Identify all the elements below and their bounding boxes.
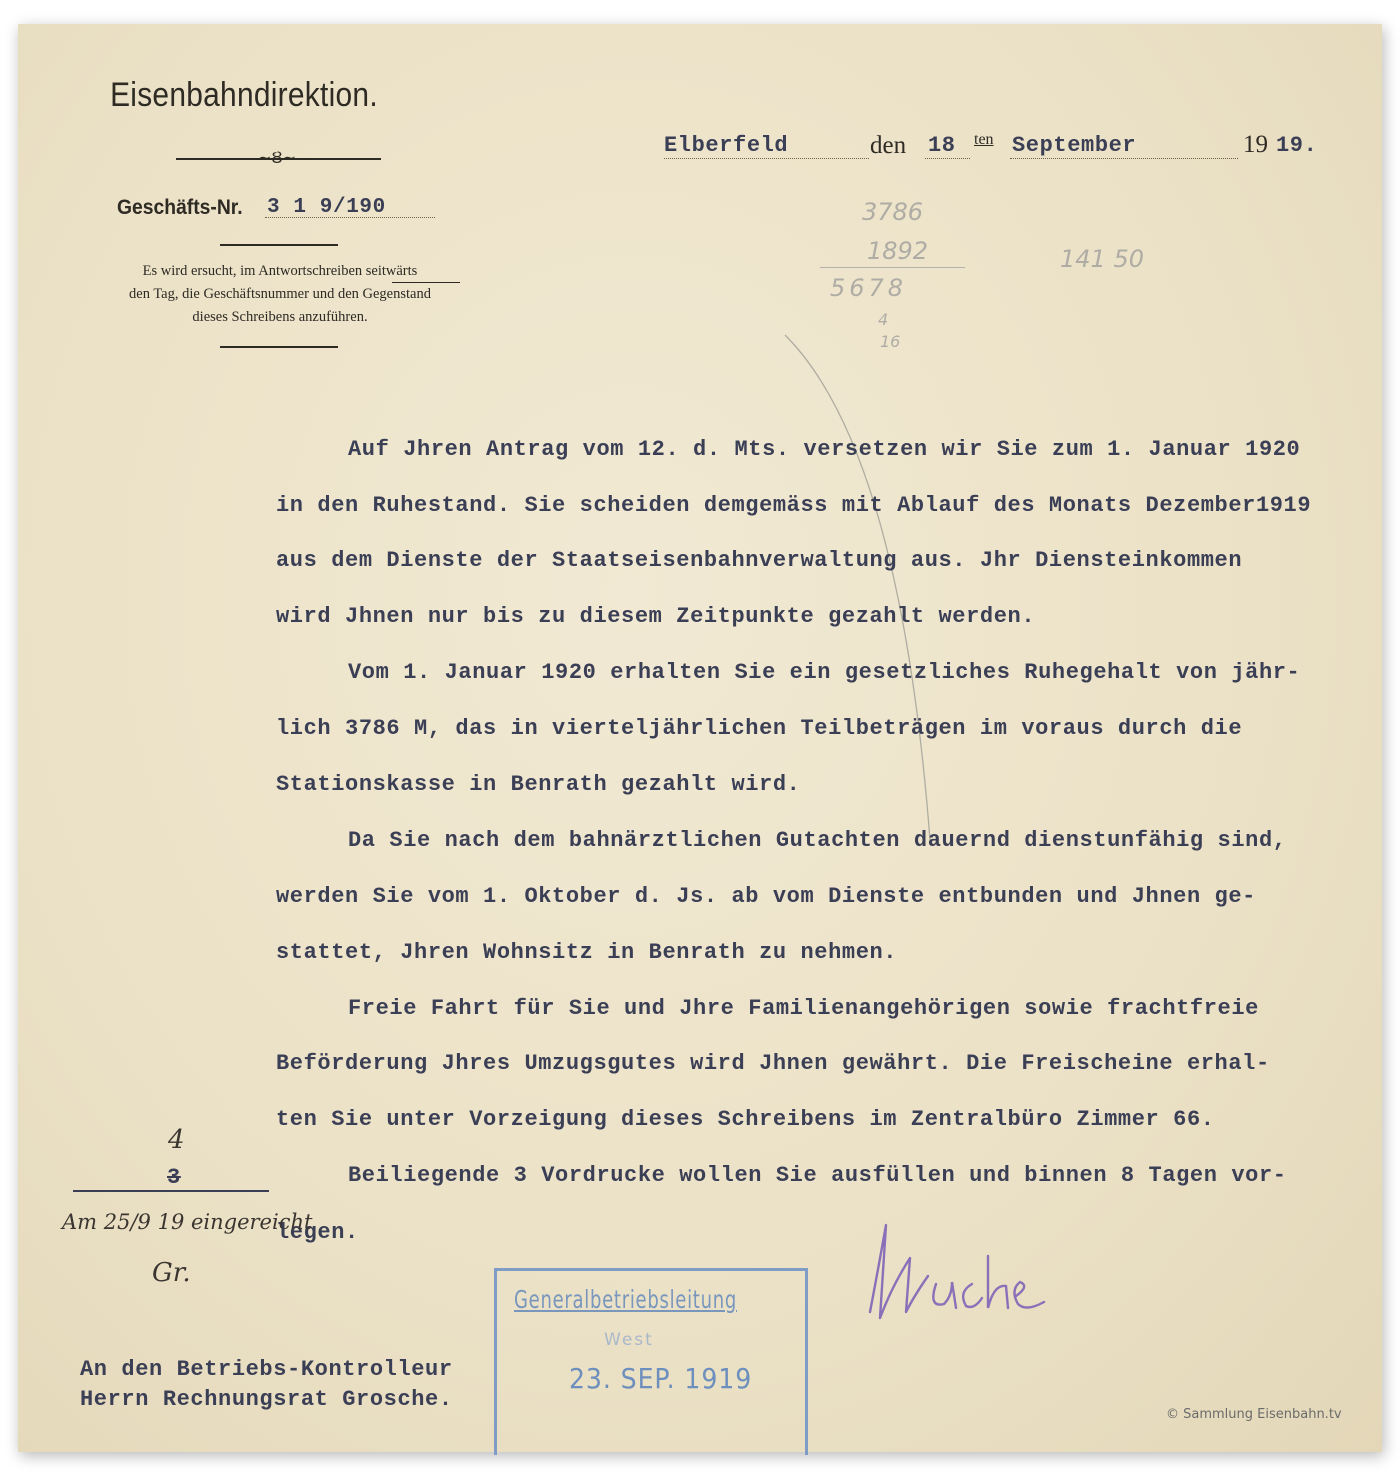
body-line: Vom 1. Januar 1920 erhalten Sie ein gesetzliches Ruhegehalt von jähr- xyxy=(348,660,1301,685)
pencil-stroke xyxy=(780,330,940,850)
margin-initials: Gr. xyxy=(152,1258,191,1288)
date-month: September xyxy=(1012,133,1137,158)
recipient-line: An den Betriebs-Kontrolleur xyxy=(80,1357,453,1382)
reply-notice xyxy=(78,260,482,329)
date-place: Elberfeld xyxy=(664,133,789,158)
body-line: Stationskasse in Benrath gezahlt wird. xyxy=(276,772,801,797)
place-dotline xyxy=(664,158,869,159)
body-line: Beiliegende 3 Vordrucke wollen Sie ausfüllen und binnen 8 Tagen vor- xyxy=(348,1163,1287,1188)
geschaefts-dotline xyxy=(265,217,435,218)
margin-handwriting: Am 25/9 19 eingereicht xyxy=(62,1210,313,1234)
date-year-printed: 19 xyxy=(1243,131,1268,158)
date-day: 18 xyxy=(928,133,956,158)
body-line: lich 3786 M, das in vierteljährlichen Teilbeträgen im voraus durch die xyxy=(276,716,1243,741)
stamp-subtitle: West xyxy=(604,1330,654,1350)
date-den: den xyxy=(870,132,907,159)
geschaefts-number: 3 1 9/190 xyxy=(267,196,386,219)
margin-rule xyxy=(73,1190,269,1192)
date-day-suffix: ten xyxy=(974,131,994,148)
pencil-note: 4 xyxy=(878,310,889,329)
seitwaerts-underline xyxy=(392,282,460,283)
pencil-note: 16 xyxy=(880,332,901,351)
body-line: legen. xyxy=(276,1220,359,1245)
notice-rule-bottom xyxy=(220,346,338,348)
pencil-note: 141 50 xyxy=(1060,245,1144,273)
body-line: in den Ruhestand. Sie scheiden demgemäss mit Ablauf des Monats Dezember1919 xyxy=(276,493,1312,518)
reply-notice-line: den Tag, die Geschäftsnummer und den Gegenstand xyxy=(129,286,431,302)
reply-notice-line: Es wird ersucht, im Antwortschreiben seitwärts xyxy=(142,263,418,279)
recipient-line: Herrn Rechnungsrat Grosche. xyxy=(80,1387,453,1412)
margin-count: 4 xyxy=(168,1125,185,1155)
pencil-sum-rule xyxy=(820,267,965,268)
body-line: Beförderung Jhres Umzugsgutes wird Jhnen gewährt. Die Freischeine erhal- xyxy=(276,1051,1270,1076)
pencil-note: 1892 xyxy=(867,237,929,265)
body-line: Da Sie nach dem bahnärztlichen Gutachten dauernd dienstunfähig sind, xyxy=(348,828,1287,853)
notice-rule-top xyxy=(220,244,338,246)
body-line: stattet, Jhren Wohnsitz in Benrath zu nehmen. xyxy=(276,940,898,965)
signature xyxy=(848,1200,1058,1340)
body-line: ten Sie unter Vorzeigung dieses Schreibens im Zentralbüro Zimmer 66. xyxy=(276,1107,1215,1132)
day-dotline xyxy=(925,158,970,159)
month-dotline xyxy=(1010,158,1238,159)
body-line: aus dem Dienste der Staatseisenbahnverwaltung aus. Jhr Diensteinkommen xyxy=(276,548,1243,573)
copyright-note: © Sammlung Eisenbahn.tv xyxy=(1166,1407,1342,1422)
body-line: werden Sie vom 1. Oktober d. Js. ab vom Dienste entbunden und Jhnen ge- xyxy=(276,884,1256,909)
geschaefts-label: Geschäfts-Nr. xyxy=(117,196,243,219)
body-line: Auf Jhren Antrag vom 12. d. Mts. versetzen wir Sie zum 1. Januar 1920 xyxy=(348,437,1301,462)
pencil-note: 3786 xyxy=(862,198,924,226)
margin-count-struck: 3 xyxy=(167,1165,181,1190)
reply-notice-line: dieses Schreibens anzuführen. xyxy=(192,309,368,325)
stamp-date: 23. SEP. 1919 xyxy=(569,1362,753,1395)
heading-ornament: ~Ȣ~ xyxy=(258,148,296,167)
pencil-note: 5678 xyxy=(830,274,908,302)
body-line: wird Jhnen nur bis zu diesem Zeitpunkte gezahlt werden. xyxy=(276,604,1036,629)
date-year-typed: 19. xyxy=(1276,133,1318,158)
body-line: Freie Fahrt für Sie und Jhre Familienangehörigen sowie frachtfreie xyxy=(348,996,1259,1021)
authority-heading: Eisenbahndirektion. xyxy=(110,76,378,114)
stamp-title: Generalbetriebsleitung xyxy=(514,1285,737,1314)
